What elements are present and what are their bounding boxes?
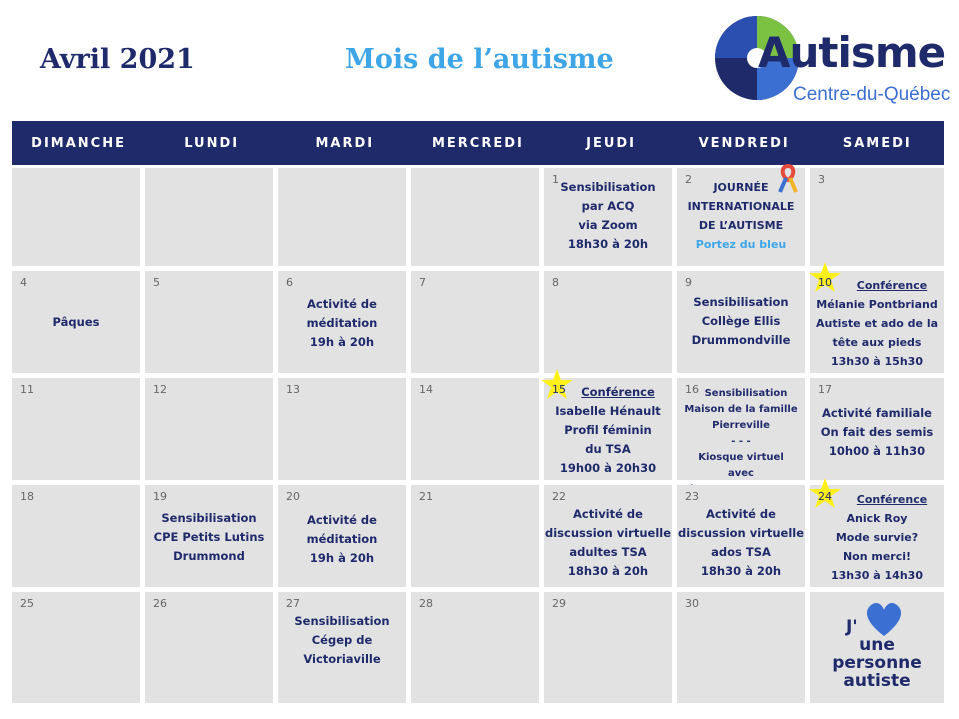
day-number: 1 [552, 173, 559, 186]
event-text: Activité de méditation 19h à 20h [306, 297, 378, 349]
calendar-cell-23 [677, 485, 805, 587]
event-text: Pâques [52, 315, 100, 329]
day-number: 18 [20, 490, 34, 503]
event-text: Activité de discussion virtuelle ados TSA 18h30 à 20h [677, 507, 805, 578]
calendar-cell-24 [810, 485, 944, 587]
calendar-cell-29 [544, 592, 672, 703]
event-text: Conférence Isabelle Hénault Profil féminin du TSA 19h00 à 20h30 [555, 385, 661, 475]
month-title: Avril 2021 [40, 44, 195, 75]
theme-title: Mois de l’autisme [345, 44, 614, 75]
calendar-cell-26 [145, 592, 273, 703]
day-number: 29 [552, 597, 566, 610]
day-number: 24 [818, 490, 832, 503]
calendar-cell-15 [544, 378, 672, 480]
calendar-cell-14 [411, 378, 539, 480]
day-number: 11 [20, 383, 34, 396]
weekday-sunday: DIMANCHE [31, 135, 126, 151]
calendar-cell-3 [810, 168, 944, 266]
calendar-cell-16 [677, 378, 805, 480]
day-number: 8 [552, 276, 559, 289]
event-text: Conférence Anick Roy Mode survie? Non merci! 13h30 à 14h30 [831, 493, 928, 582]
weekday-tuesday: MARDI [315, 135, 375, 151]
day-number: 17 [818, 383, 832, 396]
calendar-cell-empty [411, 168, 539, 266]
calendar-cell-28 [411, 592, 539, 703]
day-number: 22 [552, 490, 566, 503]
calendar-cell-27 [278, 592, 406, 703]
day-number: 16 [685, 383, 699, 396]
day-number: 5 [153, 276, 160, 289]
event-text: Activité familiale On fait des semis 10h00 à 11h30 [820, 406, 934, 458]
event-text: Activité de discussion virtuelle adultes TSA 18h30 à 20h [544, 507, 672, 578]
calendar-cell-1 [544, 168, 672, 266]
day-number: 12 [153, 383, 167, 396]
day-number: 13 [286, 383, 300, 396]
day-number: 23 [685, 490, 699, 503]
calendar-cell-25 [12, 592, 140, 703]
day-number: 30 [685, 597, 699, 610]
calendar-cell-empty [278, 168, 406, 266]
calendar-cell-18 [12, 485, 140, 587]
calendar-cell-22 [544, 485, 672, 587]
calendar-cell-20 [278, 485, 406, 587]
logo-subtitle: Centre-du-Québec [793, 84, 951, 105]
event-text: Sensibilisation Cégep de Victoriaville [294, 614, 390, 666]
calendar-cell-13 [278, 378, 406, 480]
day-number: 2 [685, 173, 692, 186]
event-text: JOURNÉE INTERNATIONALE DE L’AUTISME Portez du bleu [687, 181, 795, 251]
day-number: 21 [419, 490, 433, 503]
weekday-monday: LUNDI [184, 135, 240, 151]
day-number: 6 [286, 276, 293, 289]
weekday-thursday: JEUDI [586, 135, 637, 151]
day-number: 25 [20, 597, 34, 610]
calendar-cell-30 [677, 592, 805, 703]
event-text: Sensibilisation CPE Petits Lutins Drummond [153, 511, 265, 563]
day-number: 20 [286, 490, 300, 503]
day-number: 4 [20, 276, 27, 289]
calendar-cell-11 [12, 378, 140, 480]
weekday-wednesday: MERCREDI [431, 135, 524, 151]
day-number: 15 [552, 383, 566, 396]
calendar-cell-4 [12, 271, 140, 373]
calendar-cell-21 [411, 485, 539, 587]
autism-sticker-text: J' une personne autiste [832, 617, 922, 691]
calendar-cell-9 [677, 271, 805, 373]
day-number: 28 [419, 597, 433, 610]
calendar-cell-empty [145, 168, 273, 266]
calendar-cell-5 [145, 271, 273, 373]
calendar-cell-8 [544, 271, 672, 373]
event-text: Activité de méditation 19h à 20h [306, 513, 378, 565]
calendar-cell-17 [810, 378, 944, 480]
weekday-friday: VENDREDI [698, 135, 790, 151]
event-text: Conférence Mélanie Pontbriand Autiste et ado de la tête aux pieds 13h30 à 15h30 [815, 279, 939, 368]
logo-wordmark: Autisme [758, 28, 946, 77]
weekday-saturday: SAMEDI [842, 135, 912, 151]
day-number: 10 [818, 276, 832, 289]
day-number: 19 [153, 490, 167, 503]
calendar-cell-19 [145, 485, 273, 587]
event-text: Sensibilisation par ACQ via Zoom 18h30 à 20h [560, 180, 656, 251]
calendar-cell-empty [12, 168, 140, 266]
event-text: Sensibilisation Collège Ellis Drummondville [691, 295, 791, 347]
day-number: 9 [685, 276, 692, 289]
weekday-header [12, 121, 944, 165]
calendar-cell-6 [278, 271, 406, 373]
day-number: 14 [419, 383, 433, 396]
day-number: 3 [818, 173, 825, 186]
calendar-cell-2 [677, 168, 805, 266]
day-number: 26 [153, 597, 167, 610]
calendar-cell-10 [810, 271, 944, 373]
calendar-cell-sticker [810, 592, 944, 703]
day-number: 7 [419, 276, 426, 289]
day-number: 27 [286, 597, 300, 610]
calendar-cell-12 [145, 378, 273, 480]
event-text: Sensibilisation Maison de la famille Pierreville - - - Kiosque virtuel avec [684, 388, 798, 479]
calendar-cell-7 [411, 271, 539, 373]
